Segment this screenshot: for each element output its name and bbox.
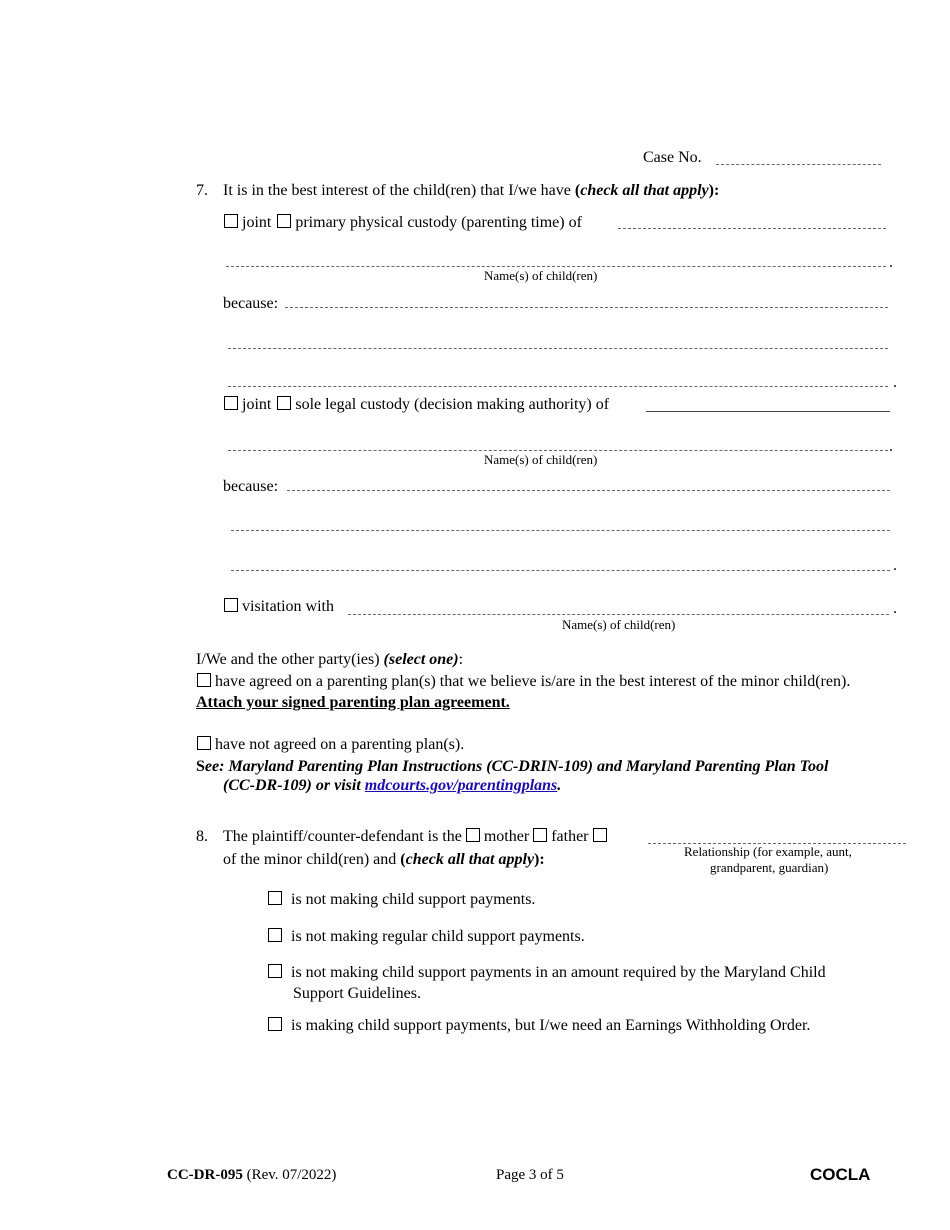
not-agreed-checkbox[interactable] bbox=[197, 736, 211, 750]
physical-because-field-1[interactable] bbox=[285, 307, 888, 308]
period: . bbox=[557, 777, 562, 794]
visitation-checkbox[interactable] bbox=[224, 598, 238, 612]
agreed-row bbox=[197, 673, 850, 691]
parenting-plans-link[interactable]: mdcourts.gov/parentingplans bbox=[364, 777, 558, 794]
period: . bbox=[889, 438, 893, 455]
support-option-1 bbox=[268, 891, 535, 909]
father-checkbox[interactable] bbox=[533, 828, 547, 842]
legal-custody-names-field-2[interactable] bbox=[228, 450, 888, 451]
paren: ): bbox=[534, 851, 545, 868]
sole-legal-checkbox[interactable] bbox=[277, 396, 291, 410]
see-note-line2 bbox=[223, 777, 561, 795]
joint-legal-checkbox[interactable] bbox=[224, 396, 238, 410]
option-label: is making child support payments, but I/we need an Earnings Withholding Order. bbox=[291, 1017, 811, 1034]
physical-because-field-2[interactable] bbox=[228, 348, 888, 349]
period: . bbox=[893, 374, 897, 391]
relationship-caption-2: grandparent, guardian) bbox=[710, 860, 829, 875]
joint-physical-checkbox[interactable] bbox=[224, 214, 238, 228]
sole-legal-label: sole legal custody (decision making authority) of bbox=[295, 396, 610, 413]
section-8-number: 8. bbox=[196, 828, 208, 845]
earnings-withholding-checkbox[interactable] bbox=[268, 1017, 282, 1031]
father-label: father bbox=[551, 828, 589, 845]
relationship-caption-1: Relationship (for example, aunt, bbox=[684, 844, 852, 859]
attach-note: Attach your signed parenting plan agreement. bbox=[196, 694, 510, 711]
org-label: COCLA bbox=[810, 1165, 871, 1184]
joint-label: joint bbox=[242, 214, 272, 231]
revision: (Rev. 07/2022) bbox=[242, 1167, 337, 1183]
parenting-plan-intro bbox=[196, 651, 463, 669]
visitation-label: visitation with bbox=[242, 598, 334, 615]
section-7-number: 7. bbox=[196, 182, 208, 199]
physical-because-field-3[interactable] bbox=[228, 386, 888, 387]
paren: ): bbox=[708, 182, 720, 199]
support-option-4 bbox=[268, 1017, 810, 1035]
joint-label: joint bbox=[242, 396, 272, 413]
agreed-label: have agreed on a parenting plan(s) that we believe is/are in the best interest of the minor child(ren). bbox=[215, 673, 851, 690]
legal-because-field-3[interactable] bbox=[231, 570, 890, 571]
not-making-regular-payments-checkbox[interactable] bbox=[268, 928, 282, 942]
period: . bbox=[893, 557, 897, 574]
legal-because-field-2[interactable] bbox=[231, 530, 890, 531]
page-number: Page 3 of 5 bbox=[496, 1167, 564, 1183]
paren: ( bbox=[574, 182, 581, 199]
see-note-line1 bbox=[196, 758, 828, 776]
physical-custody-names-field[interactable] bbox=[618, 228, 886, 229]
names-caption: Name(s) of child(ren) bbox=[562, 617, 676, 632]
mother-label: mother bbox=[483, 828, 530, 845]
visitation-names-field[interactable] bbox=[348, 614, 889, 615]
intro-text: I/We and the other party(ies) bbox=[196, 651, 384, 668]
because-label: because: bbox=[223, 295, 279, 312]
section-8-line1 bbox=[223, 828, 611, 846]
period: . bbox=[893, 600, 897, 617]
option-label: is not making regular child support payments. bbox=[291, 928, 585, 945]
section-7-intro bbox=[223, 182, 719, 200]
minor-text: of the minor child(ren) and bbox=[223, 851, 401, 868]
plaintiff-text: The plaintiff/counter-defendant is the bbox=[223, 828, 462, 845]
names-caption: Name(s) of child(ren) bbox=[484, 452, 598, 467]
case-no-label: Case No. bbox=[643, 149, 702, 166]
option-label: is not making child support payments in an amount required by the Maryland Child bbox=[291, 964, 826, 981]
primary-physical-checkbox[interactable] bbox=[277, 214, 291, 228]
see-text: (CC-DR-109) or visit bbox=[223, 777, 365, 794]
support-option-3-line2: Support Guidelines. bbox=[293, 985, 421, 1002]
not-agreed-label: have not agreed on a parenting plan(s). bbox=[215, 736, 465, 753]
form-id bbox=[167, 1167, 336, 1184]
support-option-3 bbox=[268, 964, 826, 982]
physical-custody-names-field-2[interactable] bbox=[226, 266, 886, 267]
paren: ( bbox=[400, 851, 406, 868]
intro-text: It is in the best interest of the child(ren) that I/we have bbox=[223, 182, 575, 199]
select-one: (select one) bbox=[383, 651, 459, 668]
intro-emphasis: check all that apply bbox=[580, 182, 709, 199]
support-option-2 bbox=[268, 928, 585, 946]
legal-because-field-1[interactable] bbox=[287, 490, 890, 491]
names-caption: Name(s) of child(ren) bbox=[484, 268, 598, 283]
visitation-row bbox=[224, 598, 334, 616]
legal-custody-names-field[interactable] bbox=[646, 411, 890, 412]
because-label: because: bbox=[223, 478, 279, 495]
physical-custody-row bbox=[224, 214, 582, 232]
primary-physical-label: primary physical custody (parenting time) of bbox=[295, 214, 582, 231]
see-text: ee: Maryland Parenting Plan Instructions (CC-DRIN-109) and Maryland Parenting Plan Tool bbox=[204, 758, 829, 775]
case-no-field[interactable] bbox=[716, 164, 881, 165]
not-making-required-amount-checkbox[interactable] bbox=[268, 964, 282, 978]
form-number: CC-DR-095 bbox=[167, 1167, 243, 1183]
see-prefix: S bbox=[196, 758, 205, 775]
section-8-line2 bbox=[223, 851, 545, 869]
option-label: is not making child support payments. bbox=[291, 891, 536, 908]
not-making-payments-checkbox[interactable] bbox=[268, 891, 282, 905]
agreed-checkbox[interactable] bbox=[197, 673, 211, 687]
legal-custody-row bbox=[224, 396, 609, 414]
colon: : bbox=[458, 651, 464, 668]
other-relationship-checkbox[interactable] bbox=[593, 828, 607, 842]
not-agreed-row bbox=[197, 736, 464, 754]
period: . bbox=[889, 254, 893, 271]
mother-checkbox[interactable] bbox=[466, 828, 480, 842]
check-all-emphasis: check all that apply bbox=[405, 851, 535, 868]
